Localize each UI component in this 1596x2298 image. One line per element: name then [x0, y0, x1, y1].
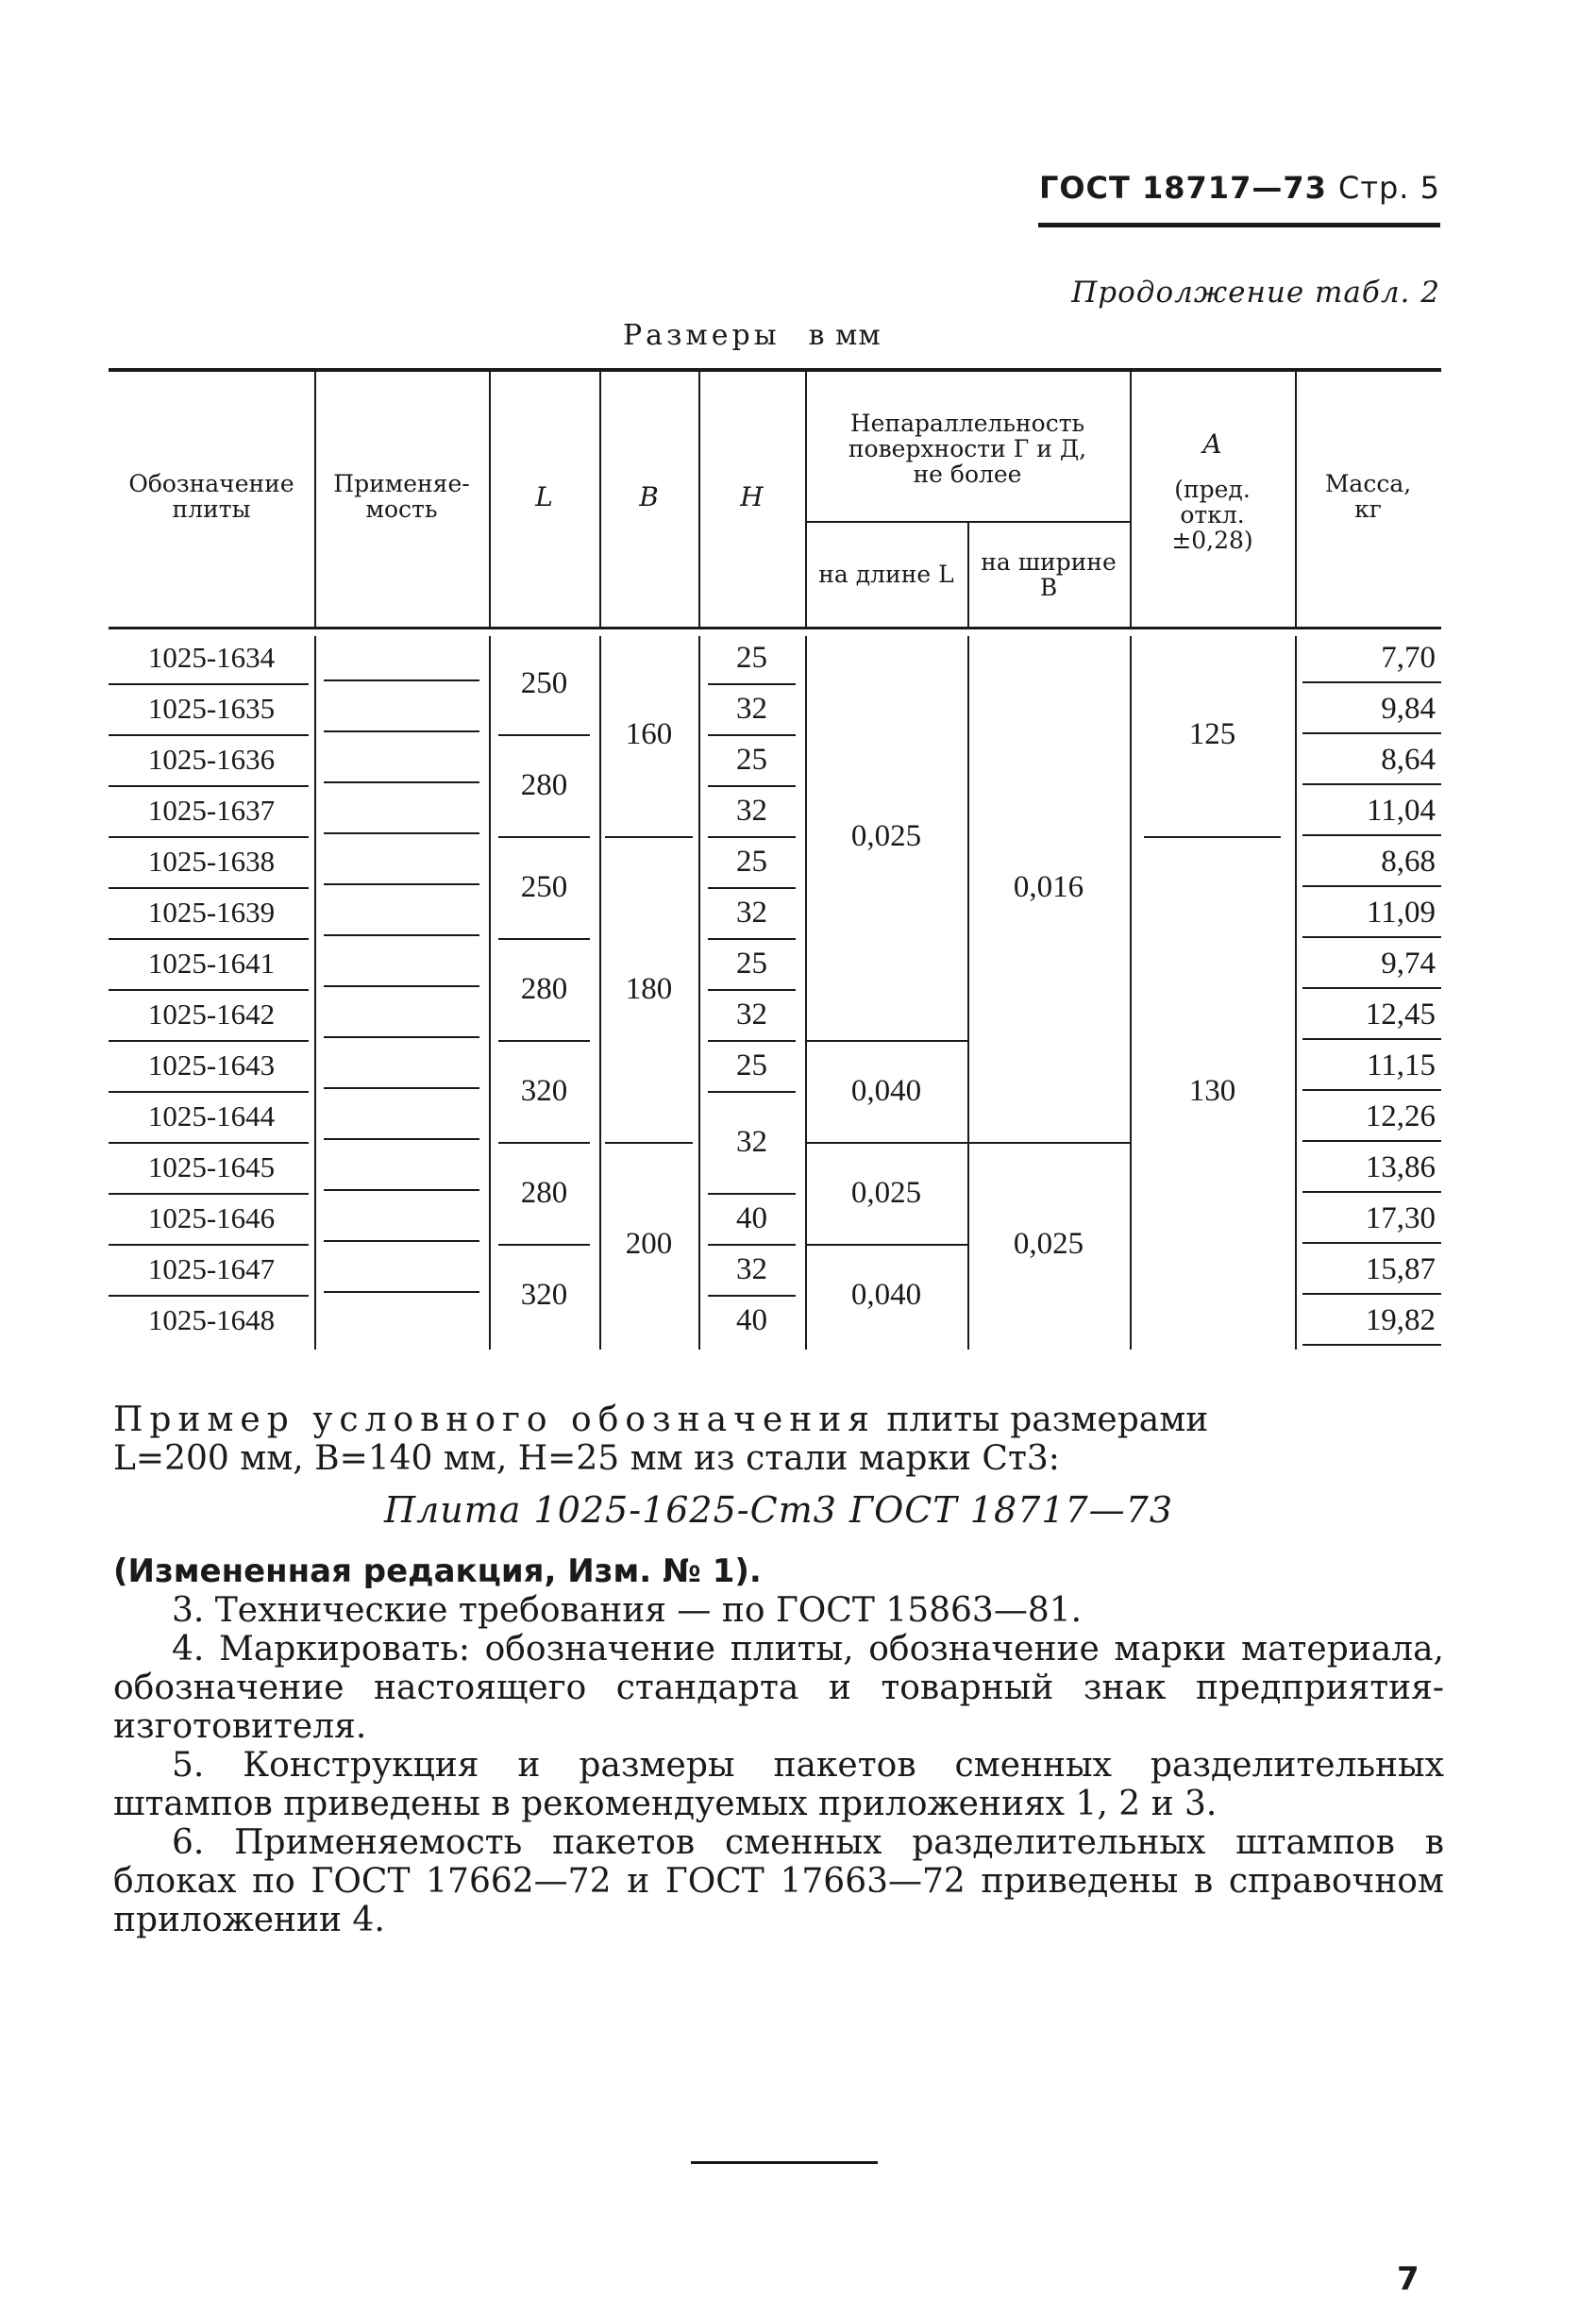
header-vline [1295, 372, 1297, 627]
header-vline [314, 372, 316, 627]
header-mass: Масса, кг [1324, 470, 1412, 523]
B-cell: 160 [625, 716, 673, 751]
L-cell: 280 [520, 971, 568, 1006]
H-cell: 32 [736, 691, 767, 726]
header-vline [967, 521, 969, 627]
mass-cell: 19,82 [1365, 1302, 1436, 1337]
L-cell: 320 [520, 1277, 568, 1312]
L-cell: 280 [520, 767, 568, 802]
header-nonparallel: Непараллельность поверхности Г и Д, не более [848, 409, 1087, 488]
H-cell: 32 [736, 1251, 767, 1286]
header-vline [489, 372, 491, 627]
header-bottom-rule [109, 627, 1441, 629]
designation-cell: 1025-1642 [147, 998, 276, 1031]
L-cell: 250 [520, 869, 568, 904]
designation-cell: 1025-1646 [147, 1201, 276, 1234]
header-on-length: на длине L [818, 561, 954, 588]
applicability-rule [324, 883, 479, 885]
L-cell: 320 [520, 1073, 568, 1108]
mass-cell: 8,68 [1381, 844, 1436, 879]
H-cell: 25 [736, 640, 767, 675]
item-3: 3. Технические требования — по ГОСТ 15863—81. [172, 1591, 1083, 1630]
item-4: 4. Маркировать: обозначение плиты, обозначение марки материала, обозначение настоящего стандарта и товарный знак предприятия-изготовителя. [113, 1630, 1444, 1746]
H-cell: 32 [736, 793, 767, 828]
applicability-rule [324, 985, 479, 987]
designation-cell: 1025-1644 [147, 1099, 276, 1132]
body-vline [314, 636, 316, 1350]
L-cell: 280 [520, 1175, 568, 1210]
L-cell: 250 [520, 665, 568, 700]
page-number: 7 [1397, 2260, 1420, 2298]
header-L: L [535, 480, 553, 512]
mass-cell: 8,64 [1381, 742, 1436, 777]
applicability-rule [324, 1240, 479, 1242]
applicability-rule [324, 934, 479, 936]
header-H: H [740, 480, 764, 512]
designation-cell: 1025-1643 [147, 1048, 276, 1082]
mass-cell: 12,45 [1365, 997, 1436, 1032]
H-cell: 40 [736, 1302, 767, 1337]
example-line-1: Пример условного обозначения плиты размерами [113, 1401, 1209, 1439]
table-top-rule [109, 368, 1441, 372]
header-vline [1130, 372, 1132, 627]
designation-cell: 1025-1636 [147, 743, 276, 776]
designation-cell: 1025-1635 [147, 692, 276, 725]
designation-cell: 1025-1639 [147, 896, 276, 929]
applicability-rule [324, 781, 479, 783]
designation-cell: 1025-1641 [147, 947, 276, 980]
designation-cell: 1025-1648 [147, 1303, 276, 1336]
H-cell: 25 [736, 946, 767, 981]
mass-cell: 17,30 [1365, 1200, 1436, 1235]
A-cell: 130 [1188, 1073, 1236, 1108]
applicability-rule [324, 679, 479, 681]
length-tol-cell: 0,025 [850, 1175, 922, 1210]
A-cell: 125 [1188, 716, 1236, 751]
example-designation: Плита 1025-1625-Ст3 ГОСТ 18717—73 [383, 1489, 1174, 1531]
applicability-rule [324, 832, 479, 834]
length-tol-cell: 0,040 [850, 1277, 922, 1312]
mass-cell: 9,84 [1381, 691, 1436, 726]
header-designation: Обозначение плиты [128, 470, 294, 523]
length-tol-cell: 0,040 [850, 1073, 922, 1108]
width-tol-cell: 0,016 [1013, 869, 1084, 904]
item-6: 6. Применяемость пакетов сменных разделительных штампов в блоках по ГОСТ 17662—72 и ГОСТ 17663—72 приведены в справочном приложении 4. [113, 1823, 1444, 1939]
header-rule [1038, 223, 1440, 227]
header-A-note: (пред. откл. ±0,28) [1171, 475, 1253, 554]
applicability-rule [324, 730, 479, 732]
designation-cell: 1025-1645 [147, 1150, 276, 1183]
mass-cell: 11,04 [1366, 793, 1436, 828]
revision-note: (Измененная редакция, Изм. № 1). [113, 1552, 762, 1590]
header-vline [599, 372, 601, 627]
header-applicability: Применяе-мость [333, 470, 470, 523]
mass-cell: 12,26 [1365, 1099, 1436, 1133]
item-5: 5. Конструкция и размеры пакетов сменных разделительных штампов приведены в рекомендуемых приложениях 1, 2 и 3. [113, 1746, 1444, 1823]
body-text [113, 1401, 1444, 1939]
header-on-width: на ширине B [981, 547, 1117, 601]
page-ref: Стр. 5 [1338, 170, 1440, 206]
H-cell: 25 [736, 742, 767, 777]
H-cell: 25 [736, 1048, 767, 1082]
footer-rule [691, 2161, 878, 2164]
H-cell: 25 [736, 844, 767, 879]
applicability-rule [324, 1138, 479, 1140]
table-continuation: Продолжение табл. 2 [1071, 276, 1440, 310]
mass-rule [1302, 1344, 1441, 1346]
width-tol-cell: 0,025 [1013, 1226, 1084, 1261]
H-cell: 40 [736, 1200, 767, 1235]
applicability-rule [324, 1087, 479, 1089]
applicability-rule [324, 1291, 479, 1293]
mass-cell: 9,74 [1381, 946, 1436, 981]
designation-cell: 1025-1637 [147, 794, 276, 827]
H-cell: 32 [736, 895, 767, 930]
units-caption: Размеры в мм [623, 319, 882, 352]
mass-cell: 7,70 [1381, 640, 1436, 675]
designation-cell: 1025-1647 [147, 1252, 276, 1285]
header-B: B [639, 480, 659, 512]
header-A: A [1202, 428, 1222, 460]
H-cell: 32 [736, 997, 767, 1032]
B-cell: 180 [625, 971, 673, 1006]
B-cell: 200 [625, 1226, 673, 1261]
H-cell: 32 [736, 1124, 767, 1159]
length-tol-cell: 0,025 [850, 818, 922, 853]
standard-number: ГОСТ 18717—73 [1038, 170, 1327, 206]
mass-cell: 11,09 [1366, 895, 1436, 930]
dimensions-table [109, 368, 1441, 1359]
page-header [1019, 170, 1440, 206]
mass-cell: 13,86 [1365, 1149, 1436, 1184]
designation-cell: 1025-1634 [147, 641, 276, 674]
header-vline [698, 372, 700, 627]
designation-cell: 1025-1638 [147, 845, 276, 878]
applicability-rule [324, 1036, 479, 1038]
mass-cell: 11,15 [1366, 1048, 1436, 1082]
applicability-rule [324, 1189, 479, 1191]
header-vline [805, 372, 807, 627]
example-line-2: L=200 мм, B=140 мм, H=25 мм из стали марки Ст3: [113, 1439, 1060, 1478]
mass-cell: 15,87 [1365, 1251, 1436, 1286]
